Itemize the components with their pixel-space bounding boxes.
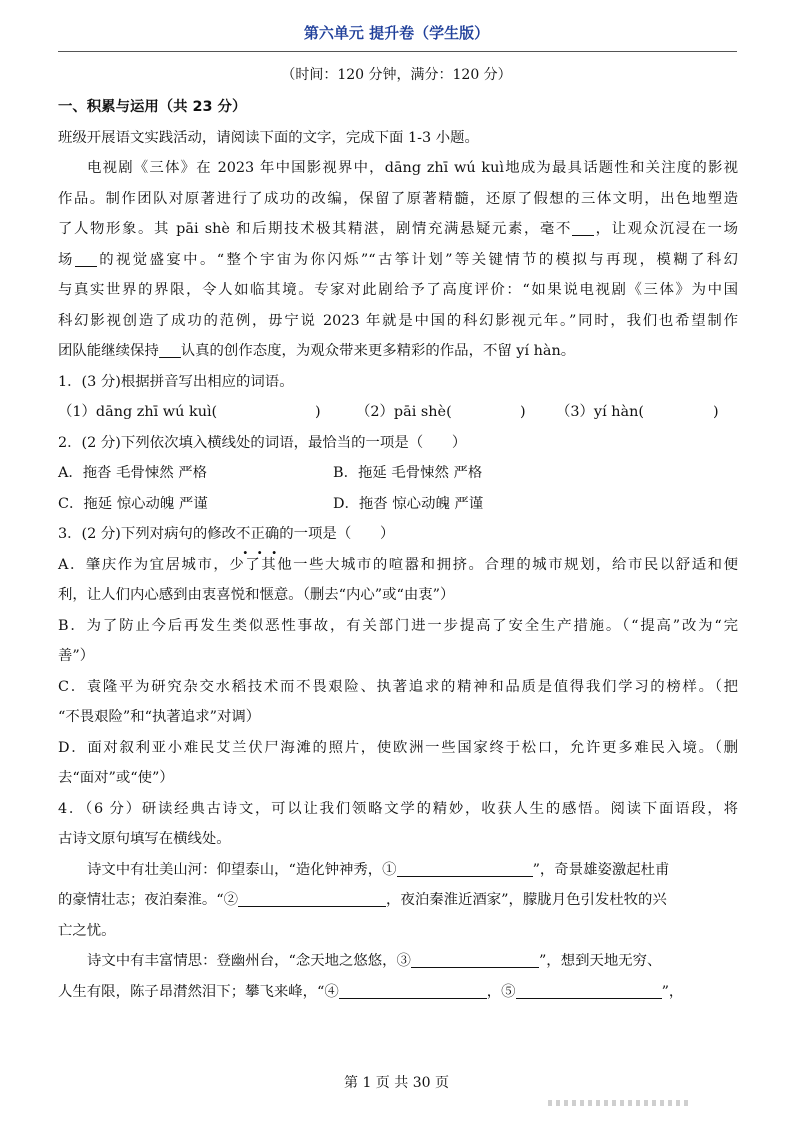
question-4-stem: 4．（6 分）研读经典古诗文，可以让我们领略文学的精妙，收获人生的感悟。阅读下面语段，将 bbox=[58, 800, 738, 817]
question-1-stem: 1．(3 分)根据拼音写出相应的词语。 bbox=[58, 373, 294, 390]
option-b: B．拖延 毛骨悚然 严格 bbox=[333, 465, 483, 481]
question-3-option-a-cont: 利，让人们内心感到由衷喜悦和惬意。（删去“内心”或“由衷”） bbox=[58, 587, 455, 603]
poem-paragraph-1: 诗文中有壮美山河：仰望泰山，“造化钟神秀，① ”，奇景雄姿激起杜甫 bbox=[58, 855, 738, 886]
reading-passage bbox=[58, 153, 738, 367]
option-c: C．拖延 惊心动魄 严谨 bbox=[58, 495, 208, 512]
question-3-option-b: B．为了防止今后再发生类似恶性事故，有关部门进一步提高了安全生产措施。（“提高”改为“完 bbox=[58, 617, 738, 634]
question-1-items: （1）dāng zhī wú kuì( ) （2）pāi shè( ) （3）yí hàn( ) bbox=[58, 404, 719, 420]
option-d: D．拖沓 惊心动魄 严谨 bbox=[333, 495, 484, 512]
option-a: A．拖沓 毛骨悚然 严格 bbox=[58, 465, 208, 481]
poem-paragraph-1-line: 亡之忧。 bbox=[58, 922, 116, 939]
section-intro: 班级开展语文实践活动，请阅读下面的文字，完成下面 1-3 小题。 bbox=[58, 129, 479, 146]
header-divider bbox=[58, 51, 737, 52]
question-3-stem: 3．(2 分)下列对病句的修改不正确的一项是（ ） bbox=[58, 526, 395, 542]
passage-line: 电视剧《三体》在 2023 年中国影视界中，dāng zhī wú kuì地成为最具话题性和关注度的影视 bbox=[87, 160, 738, 176]
page-title: 第六单元 提升卷（学生版） bbox=[303, 24, 490, 42]
passage-line: 与真实世界的界限，令人如临其境。专家对此剧给予了高度评价：“如果说电视剧《三体》为中国 bbox=[58, 282, 738, 298]
page-footer: 第 1 页 共 30 页 bbox=[344, 1075, 449, 1091]
answer-blank-4[interactable] bbox=[339, 980, 487, 999]
question-3-option-c: C．袁隆平为研究杂交水稻技术而不畏艰险、执著追求的精神和品质是值得我们学习的榜样。（把 bbox=[58, 678, 738, 695]
watermark-stamp bbox=[548, 1100, 688, 1106]
answer-blank-5[interactable] bbox=[516, 980, 662, 999]
passage-line: 科幻影视创造了成功的范例，毋宁说 2023 年就是中国的科幻影视元年。”同时，我们也希望制作 bbox=[58, 312, 738, 329]
passage-line: 团队能继续保持 认真的创作态度，为观众带来更多精彩的作品，不留 yí hàn。 bbox=[58, 336, 738, 367]
fill-blank bbox=[75, 248, 97, 267]
answer-blank-3[interactable] bbox=[411, 949, 539, 968]
passage-line: 场 的视觉盛宴中。“整个宇宙为你闪烁”“古筝计划”等关键情节的模拟与再现，模糊了科幻 bbox=[58, 245, 738, 276]
question-3-option-b-cont: 善”） bbox=[58, 648, 95, 664]
fill-blank bbox=[159, 339, 181, 358]
time-note: （时间：120 分钟，满分：120 分） bbox=[281, 67, 512, 83]
poem-paragraph-2: 诗文中有丰富情思：登幽州台，“念天地之悠悠，③ ”，想到天地无穷、 bbox=[58, 946, 738, 977]
answer-blank-1[interactable] bbox=[397, 858, 533, 877]
question-2-options-row bbox=[58, 489, 738, 520]
fill-blank bbox=[572, 217, 594, 236]
passage-line: 作品。制作团队对原著进行了成功的改编，保留了原著精髓，还原了假想的三体文明，出色地塑造 bbox=[58, 190, 738, 207]
poem-paragraph-2-line: 人生有限，陈子昂潸然泪下；攀飞来峰，“④ ，⑤ ”， bbox=[58, 977, 738, 1008]
poem-paragraph-1-line: 的豪情壮志；夜泊秦淮。“② ，夜泊秦淮近酒家”，朦胧月色引发杜牧的兴 bbox=[58, 885, 738, 916]
passage-line: 了人物形象。其 pāi shè 和后期技术极其精湛，剧情充满悬疑元素，毫不 ，让观众沉浸在一场 bbox=[58, 214, 738, 245]
section-heading: 一、积累与运用（共 23 分） bbox=[58, 99, 247, 115]
exam-content bbox=[58, 92, 738, 1007]
question-3-option-d-cont: 去“面对”或“使”） bbox=[58, 770, 174, 786]
answer-blank-2[interactable] bbox=[238, 888, 386, 907]
question-2-stem: 2．(2 分)下列依次填入横线处的词语，最恰当的一项是（ ） bbox=[58, 434, 467, 451]
question-3-option-a: A．肇庆作为宜居城市，少了其他一些大城市的喧嚣和拥挤。合理的城市规划，给市民以舒适和便 bbox=[58, 556, 738, 573]
question-3-option-c-cont: “不畏艰险”和“执著追求”对调） bbox=[58, 709, 261, 725]
question-4-stem-cont: 古诗文原句填写在横线处。 bbox=[58, 831, 231, 847]
question-3-option-d: D．面对叙利亚小难民艾兰伏尸海滩的照片，使欧洲一些国家终于松口，允许更多难民入境。（删 bbox=[58, 739, 738, 756]
question-2-options-row bbox=[58, 458, 738, 489]
